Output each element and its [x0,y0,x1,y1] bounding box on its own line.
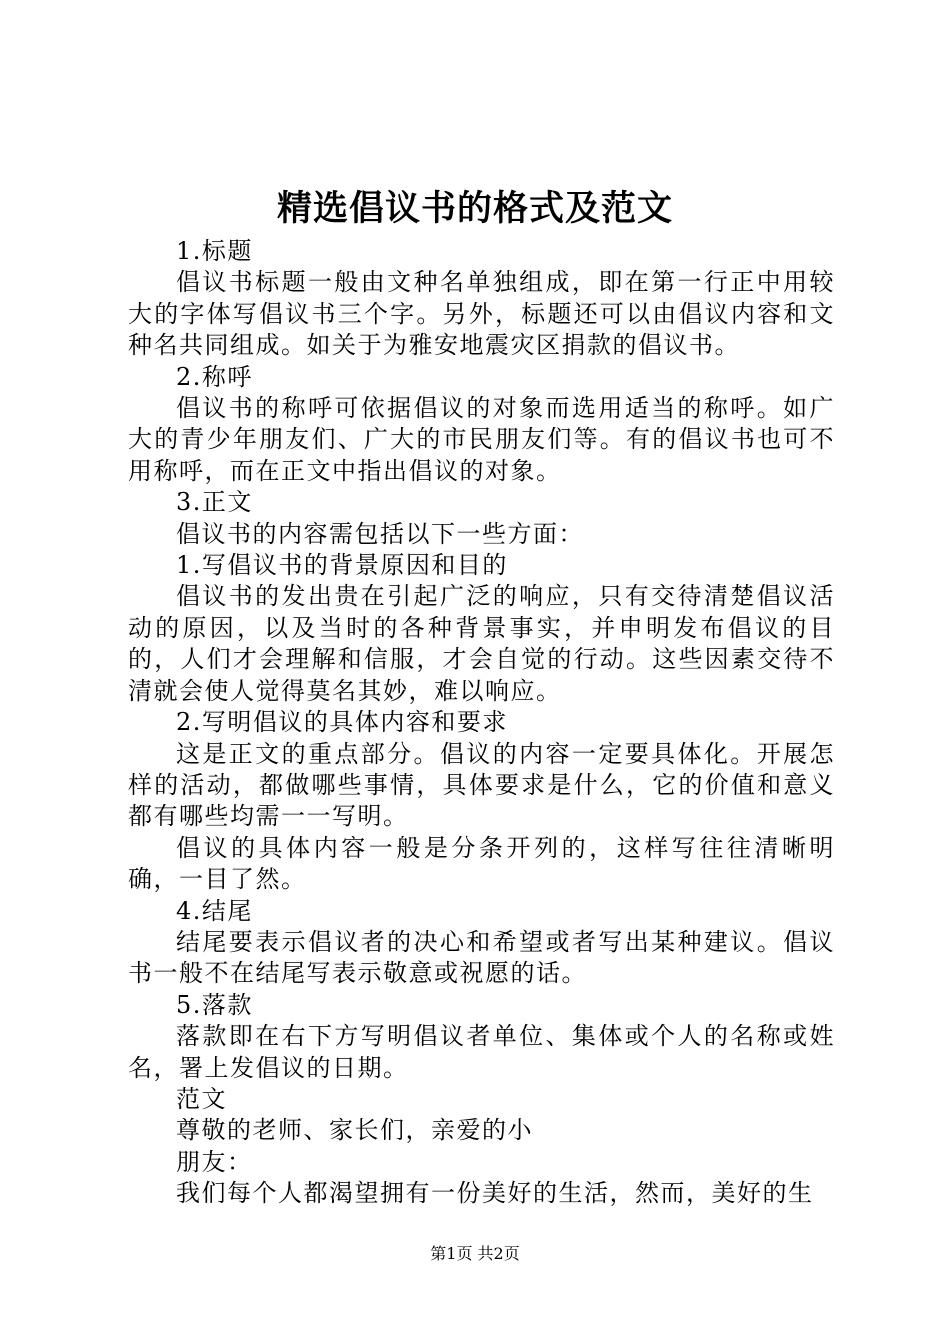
heading-body-section: 3.正文 [176,488,253,517]
sample-salutation-line-2: 朋友： [176,1147,253,1176]
document-title: 精选倡议书的格式及范文 [276,188,673,229]
subheading-background: 1.写倡议书的背景原因和目的 [176,551,508,580]
paragraph-salutation-description: 倡议书的称呼可依据倡议的对象而选用适当的称呼。如广大的青少年朋友们、广大的市民朋友们等。有的倡议书也可不用称呼，而在正文中指出倡议的对象。 [128,394,835,485]
document-body [128,236,835,1210]
paragraph-signature: 落款即在右下方写明倡议者单位、集体或个人的名称或姓名，署上发倡议的日期。 [128,1022,835,1082]
paragraph-content-main: 这是正文的重点部分。倡议的内容一定要具体化。开展怎样的活动，都做哪些事情，具体要求是什么，它的价值和意义都有哪些均需一一写明。 [128,739,835,831]
heading-signature-section: 5.落款 [176,990,253,1019]
sample-salutation-line-1: 尊敬的老师、家长们，亲爱的小 [176,1116,533,1145]
paragraph-content-list: 倡议的具体内容一般是分条开列的，这样写往往清晰明确，一目了然。 [128,833,835,894]
paragraph-background: 倡议书的发出贵在引起广泛的响应，只有交待清楚倡议活动的原因，以及当时的各种背景事实，并申明发布倡议的目的，人们才会理解和信服，才会自觉的行动。这些因素交待不清就会使人觉得莫名其妙，难以响应。 [128,582,835,705]
heading-title-section: 1.标题 [176,237,253,265]
page-number-footer: 第1页 共2页 [430,1244,520,1263]
sample-body-first-line: 我们每个人都渴望拥有一份美好的生活，然而，美好的生 [176,1179,814,1208]
paragraph-body-intro: 倡议书的内容需包括以下一些方面： [176,519,584,548]
heading-salutation-section: 2.称呼 [176,362,253,391]
heading-ending-section: 4.结尾 [176,896,253,925]
paragraph-title-description: 倡议书标题一般由文种名单独组成，即在第一行正中用较大的字体写倡议书三个字。另外，标题还可以由倡议内容和文种名共同组成。如关于为雅安地震灾区捐款的倡议书。 [128,268,835,360]
paragraph-ending: 结尾要表示倡议者的决心和希望或者写出某种建议。倡议书一般不在结尾写表示敬意或祝愿的话。 [128,927,835,988]
heading-sample: 范文 [176,1084,227,1113]
subheading-content: 2.写明倡议的具体内容和要求 [176,708,508,737]
